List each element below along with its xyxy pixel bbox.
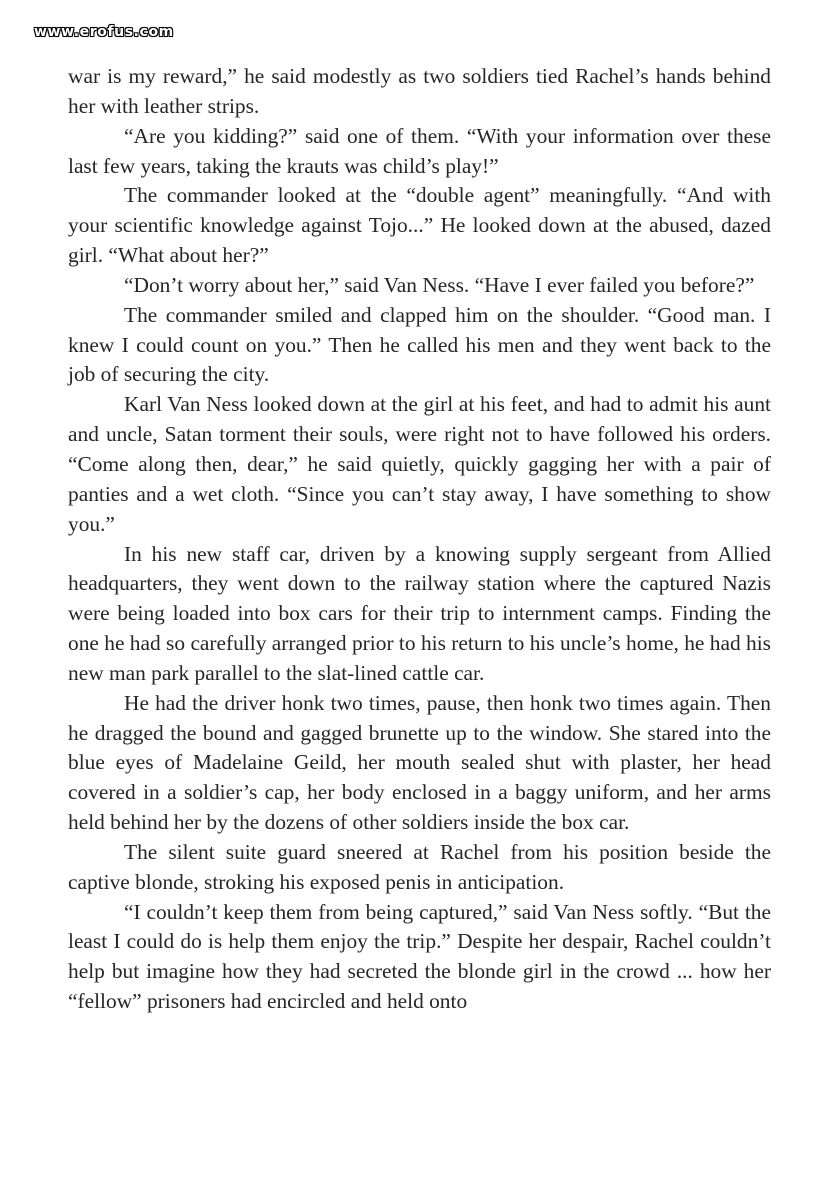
paragraph-2: “Are you kidding?” said one of them. “With your information over these last few years, taking the krauts was child’s play!” (68, 123, 771, 178)
paragraph-4: “Don’t worry about her,” said Van Ness. “Have I ever failed you before?” (124, 272, 755, 297)
page-body-text (68, 62, 771, 1017)
paragraph-10: “I couldn’t keep them from being captured,” said Van Ness softly. “But the least I could do is help them enjoy the trip.” Despite her despair, Rachel couldn’t help but imagine how they had secreted the blonde girl in the crowd ... how her “fellow” prisoners had encircled and held onto (68, 899, 771, 1014)
paragraph-3: The commander looked at the “double agent” meaningfully. “And with your scientific knowledge against Tojo...” He looked down at the abused, dazed girl. “What about her?” (68, 183, 771, 268)
paragraph-9: The silent suite guard sneered at Rachel from his position beside the captive blonde, stroking his exposed penis in anticipation. (68, 839, 771, 894)
paragraph-1: war is my reward,” he said modestly as two soldiers tied Rachel’s hands behind her with leather strips. (68, 64, 771, 118)
site-watermark: www.erofus.com (34, 24, 174, 40)
paragraph-5: The commander smiled and clapped him on the shoulder. “Good man. I knew I could count on you.” Then he called his men and they went back to the job of securing the city. (68, 302, 771, 387)
paragraph-7: In his new staff car, driven by a knowing supply sergeant from Allied headquarters, they went down to the railway station where the captured Nazis were being loaded into box cars for their trip to internment camps. Finding the one he had so carefully arranged prior to his return to his uncle’s home, he had his new man park parallel to the slat-lined cattle car. (68, 541, 771, 685)
paragraph-6: Karl Van Ness looked down at the girl at his feet, and had to admit his aunt and uncle, Satan torment their souls, were right not to have followed his orders. “Come along then, dear,” he said quietly, quickly gagging her with a pair of panties and a wet cloth. “Since you can’t stay away, I have something to show you.” (68, 392, 771, 536)
paragraph-8: He had the driver honk two times, pause, then honk two times again. Then he dragged the bound and gagged brunette up to the window. She stared into the blue eyes of Madelaine Geild, her mouth sealed shut with plaster, her head covered in a soldier’s cap, her body enclosed in a baggy uniform, and her arms held behind her by the dozens of other soldiers inside the box car. (68, 690, 771, 835)
